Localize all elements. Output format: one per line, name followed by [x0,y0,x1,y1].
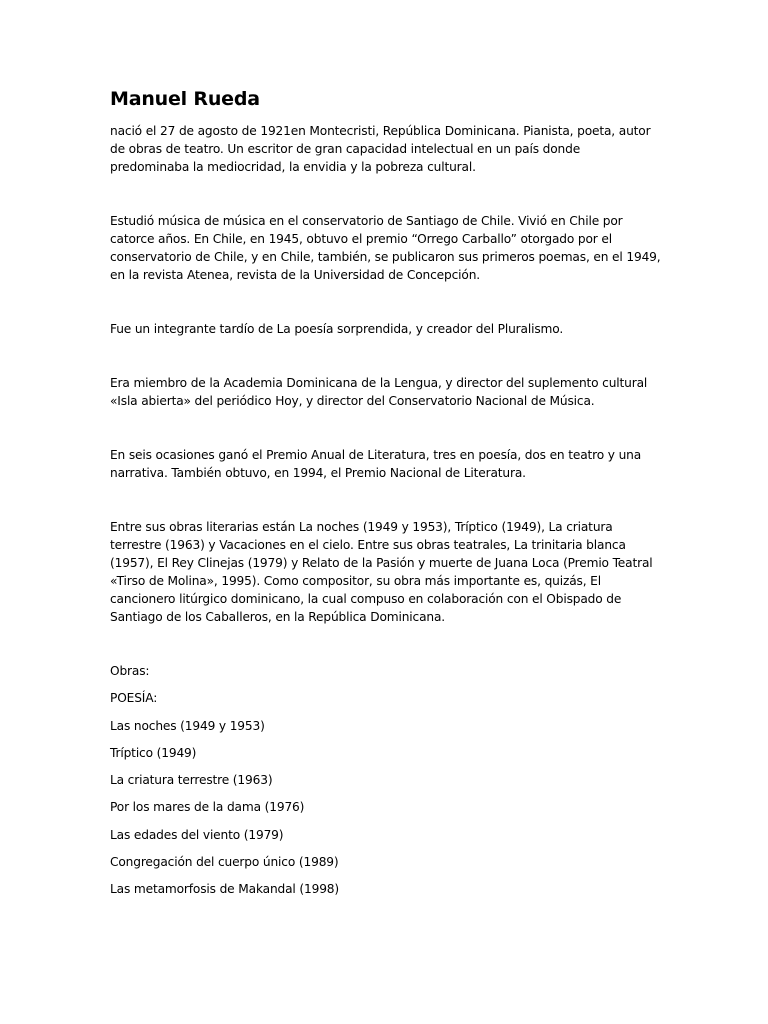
poetry-list-item: Por los mares de la dama (1976) [110,800,305,815]
poetry-heading: POESÍA: [110,691,158,706]
poetry-list-item: Las metamorfosis de Makandal (1998) [110,882,340,897]
poetry-list-item: Las edades del viento (1979) [110,827,284,842]
paragraph-works: Entre sus obras literarias están La noches (1949 y 1953), Tríptico (1949), La criatura terrestre (1963) y Vacaciones en el cielo. Entre sus obras teatrales, La trinitaria blanca (1957), El Rey Clinejas (1979) y Relato de la Pasión y muerte de Juana Loca (Premio Teatral «Tirso de Molina», 1995). Como compositor, su obra más importante es, quizás, El cancionero litúrgico dominicano, la cual compuso en colaboración con el Obispado de Santiago de los Caballeros, en la República Dominicana. [110,520,653,624]
document-page [110,86,662,908]
document-title: Manuel Rueda [110,88,260,110]
paragraph-birth: nació el 27 de agosto de 1921en Montecristi, República Dominicana. Pianista, poeta, autor de obras de teatro. Un escritor de gran capacidad intelectual en un país donde predominaba la mediocridad, la envidia y la pobreza cultural. [110,124,651,174]
poetry-list-item: Tríptico (1949) [110,745,197,760]
paragraph-academy: Era miembro de la Academia Dominicana de la Lengua, y director del suplemento cultural «Isla abierta» del periódico Hoy, y director del Conservatorio Nacional de Música. [110,376,648,408]
paragraph-studies: Estudió música de música en el conservatorio de Santiago de Chile. Vivió en Chile por catorce años. En Chile, en 1945, obtuvo el premio “Orrego Carballo” otorgado por el conservatorio de Chile, y en Chile, también, se publicaron sus primeros poemas, en el 1949, en la revista Atenea, revista de la Universidad de Concepción. [110,214,661,282]
paragraph-awards: En seis ocasiones ganó el Premio Anual de Literatura, tres en poesía, dos en teatro y una narrativa. También obtuvo, en 1994, el Premio Nacional de Literatura. [110,448,642,480]
poetry-list-item: Las noches (1949 y 1953) [110,718,265,733]
poetry-list-item: Congregación del cuerpo único (1989) [110,855,339,870]
poetry-list-item: La criatura terrestre (1963) [110,773,273,788]
paragraph-movement: Fue un integrante tardío de La poesía sorprendida, y creador del Pluralismo. [110,322,564,336]
works-heading: Obras: [110,664,150,678]
